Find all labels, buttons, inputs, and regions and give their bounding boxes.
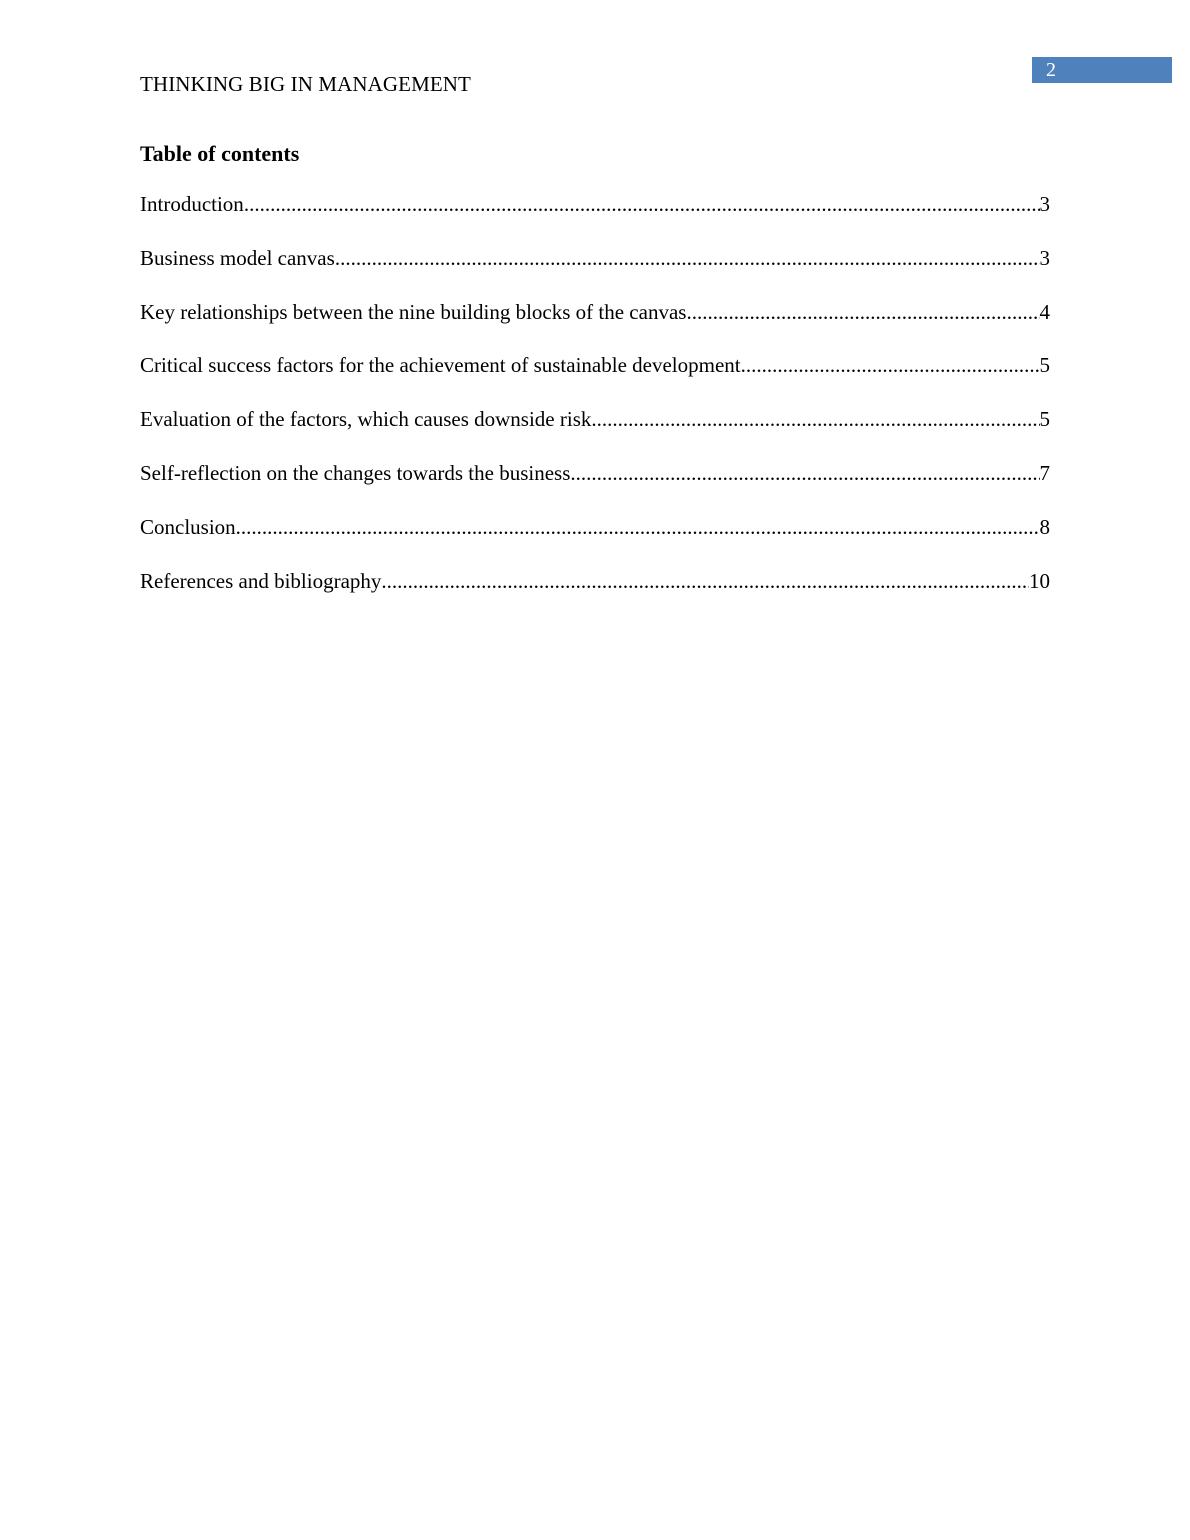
toc-entry-critical-success-factors[interactable]: [140, 351, 1050, 405]
page-number: 2: [1046, 59, 1056, 81]
toc-entry-title: Conclusion: [140, 514, 236, 539]
toc-dot-leader: [335, 244, 1040, 272]
toc-entry-page: 7: [1039, 460, 1050, 485]
toc-entry-page: 10: [1029, 568, 1050, 593]
toc-entry-introduction[interactable]: [140, 190, 1050, 244]
toc-entry-title: Business model canvas: [140, 245, 335, 270]
toc-entry-page: 8: [1039, 514, 1050, 539]
toc-entry-self-reflection[interactable]: [140, 459, 1050, 513]
toc-entry-business-model-canvas[interactable]: [140, 244, 1050, 298]
toc-entry-conclusion[interactable]: [140, 513, 1050, 567]
toc-dot-leader: [686, 298, 1039, 326]
toc-dot-leader: [381, 567, 1029, 595]
toc-heading: Table of contents: [140, 141, 300, 166]
toc-dot-leader: [244, 190, 1040, 218]
toc-entry-title: Introduction: [140, 192, 244, 216]
table-of-contents: [140, 190, 1050, 620]
toc-entry-title: References and bibliography: [140, 568, 382, 593]
toc-entry-title: Evaluation of the factors, which causes downside risk: [140, 407, 592, 432]
toc-entry-page: 3: [1039, 245, 1050, 270]
toc-entry-references[interactable]: [140, 567, 1050, 621]
toc-entry-title: Key relationships between the nine building blocks of the canvas: [140, 299, 687, 324]
toc-entry-page: 5: [1039, 353, 1050, 378]
toc-entry-downside-risk[interactable]: [140, 405, 1050, 459]
toc-entry-title: Self-reflection on the changes towards the business: [140, 460, 571, 485]
toc-dot-leader: [570, 459, 1039, 487]
toc-entry-page: 5: [1039, 407, 1050, 432]
toc-entry-key-relationships[interactable]: [140, 298, 1050, 352]
toc-entry-page: 3: [1039, 192, 1050, 216]
toc-entry-page: 4: [1039, 299, 1050, 324]
toc-dot-leader: [591, 405, 1039, 433]
toc-dot-leader: [741, 351, 1040, 379]
page-number-badge: [1032, 57, 1172, 83]
toc-entry-title: Critical success factors for the achievement of sustainable development: [140, 353, 741, 378]
toc-dot-leader: [236, 513, 1040, 541]
running-header-title: THINKING BIG IN MANAGEMENT: [140, 72, 471, 96]
